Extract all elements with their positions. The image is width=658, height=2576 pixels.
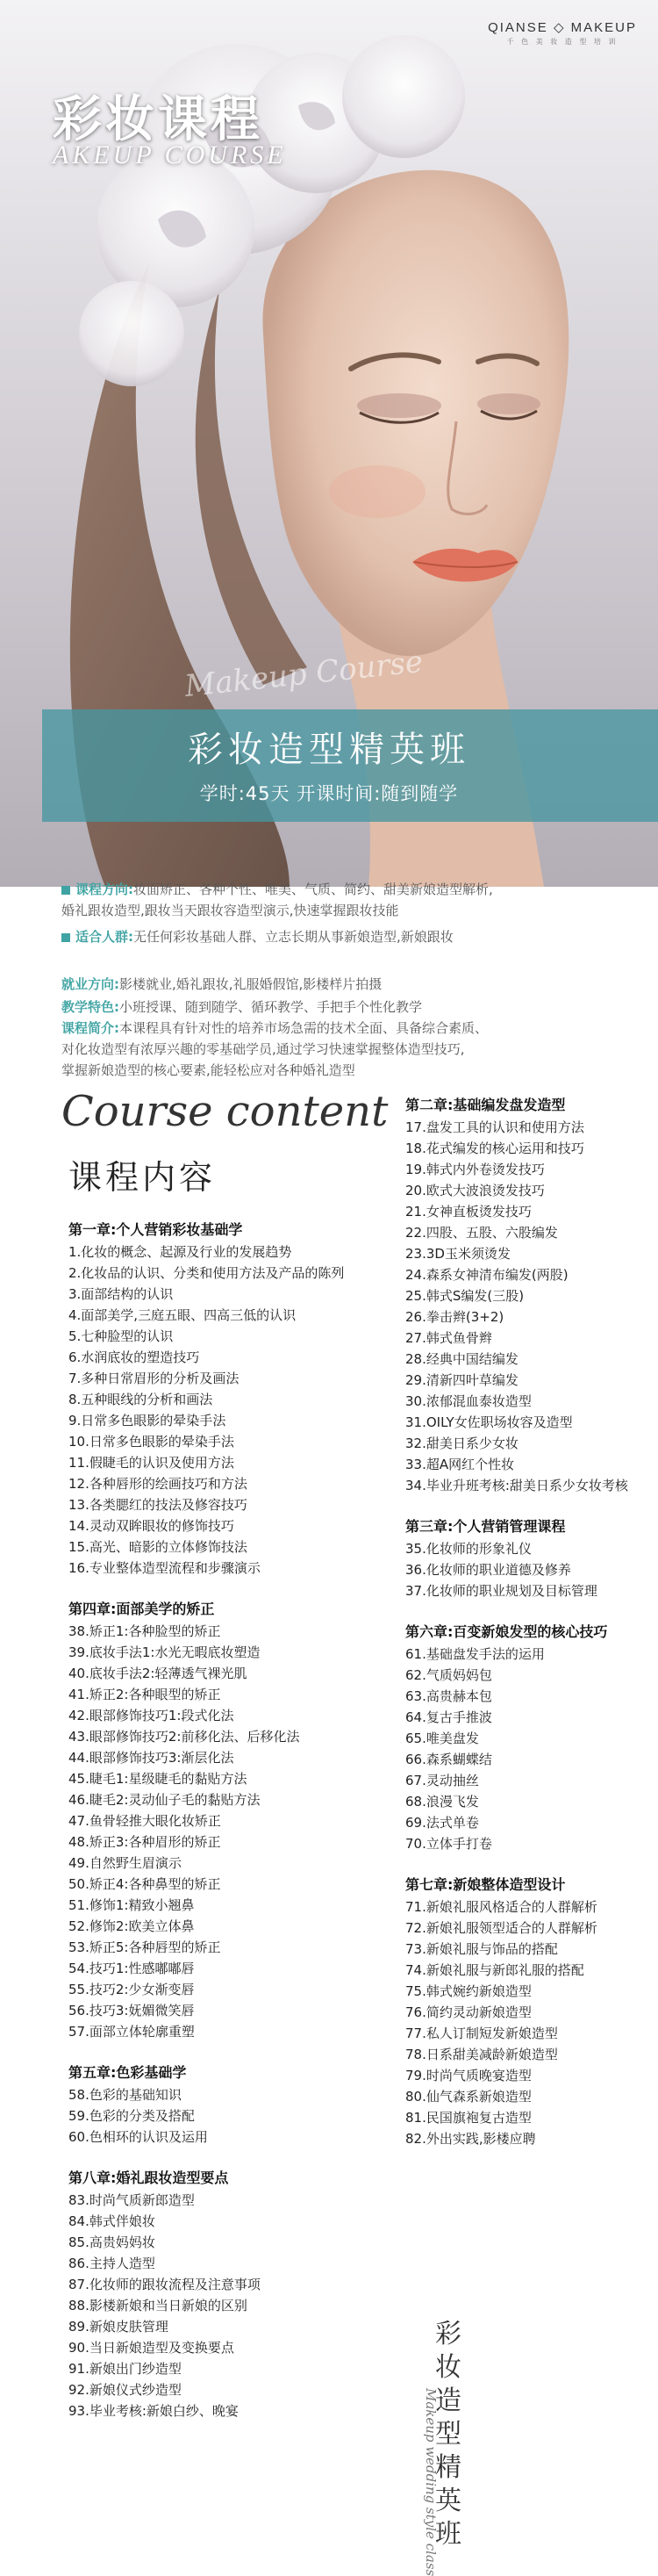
intro-text: 妆面矫正、各种个性、唯美、气质、简约、甜美新娘造型解析, [133, 881, 493, 897]
syllabus-item: 21.女神直板烫发技巧 [405, 1204, 532, 1220]
brand-logo [488, 19, 637, 47]
syllabus-item: 15.高光、暗影的立体修饰技法 [68, 1539, 247, 1555]
syllabus-item: 48.矫正3:各种眉形的矫正 [68, 1834, 221, 1850]
brand-subtitle: 千 色 美 妆 造 型 培 训 [506, 38, 619, 46]
hero-title: 彩妆课程 [53, 90, 263, 148]
intro-line [61, 901, 399, 920]
syllabus-item: 32.甜美日系少女妆 [405, 1436, 519, 1451]
syllabus-item: 46.睫毛2:灵动仙子毛的黏贴方法 [68, 1792, 261, 1808]
intro-text: 婚礼跟妆造型,跟妆当天跟妆容造型演示,快速掌握跟妆技能 [61, 903, 399, 918]
syllabus-item: 54.技巧1:性感嘟嘟唇 [68, 1961, 195, 1976]
chapter-gap [405, 1854, 642, 1874]
vertical-title-char: 造 [435, 2385, 461, 2416]
vertical-title-char: 妆 [435, 2352, 461, 2383]
left-column [68, 1219, 384, 2421]
syllabus-item: 30.浓郁混血泰妆造型 [405, 1393, 532, 1409]
syllabus-item: 39.底妆手法1:水光无暇底妆塑造 [68, 1644, 261, 1660]
syllabus-item: 75.韩式婉约新娘造型 [405, 1983, 532, 1999]
intro-label: 适合人群: [75, 929, 133, 945]
content-script-heading: Course content [61, 1087, 389, 1136]
syllabus-item: 65.唯美盘发 [405, 1731, 479, 1746]
syllabus-item: 62.气质妈妈包 [405, 1667, 492, 1683]
intro-text: 影楼就业,婚礼跟妆,礼服婚假馆,影楼样片拍摄 [119, 976, 383, 992]
banner-script-text: Makeup Course [182, 644, 425, 705]
syllabus-item: 33.超A网红个性妆 [405, 1457, 515, 1472]
syllabus-item: 16.专业整体造型流程和步骤演示 [68, 1560, 261, 1576]
intro-line [61, 1040, 465, 1059]
syllabus-item: 10.日常多色眼影的晕染手法 [68, 1434, 234, 1450]
syllabus-item: 56.技巧3:妩媚微笑唇 [68, 2003, 195, 2018]
syllabus-item: 5.七种脸型的认识 [68, 1328, 174, 1344]
chapter-heading: 第八章:婚礼跟妆造型要点 [68, 2169, 229, 2186]
vertical-title-char: 班 [435, 2519, 461, 2550]
syllabus-item: 34.毕业升班考核:甜美日系少女妆考核 [405, 1478, 628, 1493]
intro-line [61, 1061, 355, 1080]
vertical-title-char: 彩 [435, 2319, 461, 2349]
syllabus-item: 63.高贵赫本包 [405, 1688, 492, 1704]
syllabus-item: 45.睫毛1:星级睫毛的黏贴方法 [68, 1771, 247, 1787]
hero-subtitle: AKEUP COURSE [53, 140, 287, 169]
syllabus-item: 11.假睫毛的认识及使用方法 [68, 1455, 234, 1471]
chapter-heading: 第三章:个人营销管理课程 [405, 1518, 566, 1535]
intro-label: 课程简介: [61, 1020, 119, 1036]
bullet-square-icon [61, 886, 70, 895]
syllabus-item: 17.盘发工具的认识和使用方法 [405, 1119, 584, 1135]
syllabus-item: 24.森系女神清布编发(两股) [405, 1267, 569, 1283]
right-column [405, 1094, 642, 2149]
intro-label: 教学特色: [61, 999, 119, 1015]
syllabus-item: 61.基础盘发手法的运用 [405, 1646, 545, 1662]
chapter-heading: 第七章:新娘整体造型设计 [405, 1876, 566, 1893]
syllabus-item: 51.修饰1:精致小翘鼻 [68, 1897, 195, 1913]
syllabus-item: 36.化妆师的职业道德及修养 [405, 1562, 571, 1578]
syllabus-item: 13.各类腮红的技法及修容技巧 [68, 1497, 247, 1513]
syllabus-item: 3.面部结构的认识 [68, 1286, 174, 1302]
chapter-gap [405, 1496, 642, 1515]
syllabus-item: 44.眼部修饰技巧3:渐层化法 [68, 1750, 234, 1766]
hero-section [0, 0, 658, 887]
chapter-gap [68, 2042, 384, 2062]
chapter-heading: 第二章:基础编发盘发造型 [405, 1097, 566, 1113]
intro-line [61, 1018, 488, 1038]
syllabus-item: 29.清新四叶草编发 [405, 1372, 519, 1388]
intro-text: 掌握新娘造型的核心要素,能轻松应对各种婚礼造型 [61, 1062, 355, 1078]
syllabus-item: 53.矫正5:各种唇型的矫正 [68, 1939, 221, 1955]
chapter-heading: 第四章:面部美学的矫正 [68, 1601, 215, 1617]
vertical-title-char: 英 [435, 2486, 461, 2516]
syllabus-item: 28.经典中国结编发 [405, 1351, 519, 1367]
intro-text: 无任何彩妆基础人群、立志长期从事新娘造型,新娘跟妆 [133, 929, 454, 945]
intro-text: 本课程具有针对性的培养市场急需的技术全面、具备综合素质、 [119, 1020, 489, 1036]
syllabus-item: 70.立体手打卷 [405, 1836, 492, 1852]
syllabus-item: 42.眼部修饰技巧1:段式化法 [68, 1708, 234, 1723]
syllabus-item: 41.矫正2:各种眼型的矫正 [68, 1687, 221, 1702]
chapter-heading: 第五章:色彩基础学 [68, 2064, 187, 2081]
vertical-title-char: 型 [435, 2419, 461, 2450]
vertical-script: Makeup wedding style class [423, 2388, 439, 2576]
syllabus-item: 74.新娘礼服与新郎礼服的搭配 [405, 1962, 584, 1978]
syllabus-item: 57.面部立体轮廓重塑 [68, 2024, 195, 2040]
syllabus-item: 87.化妆师的跟妆流程及注意事项 [68, 2277, 261, 2292]
syllabus-item: 6.水润底妆的塑造技巧 [68, 1349, 200, 1365]
chapter-gap [68, 1579, 384, 1598]
syllabus-item: 86.主持人造型 [68, 2256, 155, 2271]
syllabus-item: 55.技巧2:少女渐变唇 [68, 1982, 195, 1997]
syllabus-item: 35.化妆师的形象礼仪 [405, 1541, 532, 1557]
syllabus-item: 22.四股、五股、六股编发 [405, 1225, 558, 1241]
syllabus-item: 82.外出实践,影楼应聘 [405, 2131, 536, 2147]
syllabus-item: 20.欧式大波浪烫发技巧 [405, 1183, 545, 1198]
syllabus-item: 67.灵动抽丝 [405, 1773, 479, 1788]
syllabus-item: 93.毕业考核:新娘白纱、晚宴 [68, 2403, 239, 2419]
intro-line [61, 880, 493, 899]
syllabus-item: 89.新娘皮肤管理 [68, 2319, 168, 2335]
syllabus-item: 59.色彩的分类及搭配 [68, 2108, 195, 2124]
syllabus-item: 9.日常多色眼影的晕染手法 [68, 1413, 226, 1428]
banner-info: 学时:45天 开课时间:随到随学 [199, 783, 459, 804]
syllabus-item: 50.矫正4:各种鼻型的矫正 [68, 1876, 221, 1892]
intro-text: 对化妆造型有浓厚兴趣的零基础学员,通过学习快速掌握整体造型技巧, [61, 1041, 465, 1057]
syllabus-item: 84.韩式伴娘妆 [68, 2213, 155, 2229]
intro-label: 课程方向: [75, 881, 133, 897]
syllabus-item: 52.修饰2:欧美立体鼻 [68, 1918, 195, 1934]
syllabus-item: 80.仙气森系新娘造型 [405, 2089, 532, 2105]
vertical-title-char: 精 [435, 2452, 461, 2483]
intro-line [61, 997, 422, 1017]
syllabus-item: 71.新娘礼服风格适合的人群解析 [405, 1899, 597, 1915]
syllabus-item: 2.化妆品的认识、分类和使用方法及产品的陈列 [68, 1265, 345, 1281]
brand-name: QIANSE ◇ MAKEUP [488, 20, 637, 35]
syllabus-item: 83.时尚气质新郎造型 [68, 2192, 195, 2208]
syllabus-item: 60.色相环的认识及运用 [68, 2129, 208, 2145]
syllabus-item: 25.韩式S编发(三股) [405, 1288, 525, 1304]
syllabus-item: 26.拳击辫(3+2) [405, 1309, 504, 1325]
syllabus-item: 38.矫正1:各种脸型的矫正 [68, 1623, 221, 1639]
chapter-gap [68, 2148, 384, 2167]
syllabus-item: 81.民国旗袍复古造型 [405, 2110, 532, 2126]
syllabus-item: 19.韩式内外卷烫发技巧 [405, 1162, 545, 1177]
syllabus-item: 85.高贵妈妈妆 [68, 2234, 155, 2250]
syllabus-item: 49.自然野生眉演示 [68, 1855, 182, 1871]
syllabus-item: 14.灵动双眸眼妆的修饰技巧 [68, 1518, 234, 1534]
syllabus-item: 7.多种日常眉形的分析及画法 [68, 1371, 240, 1386]
syllabus-item: 73.新娘礼服与饰品的搭配 [405, 1941, 558, 1957]
syllabus-item: 37.化妆师的职业规划及目标管理 [405, 1583, 597, 1599]
syllabus-item: 23.3D玉米须烫发 [405, 1246, 511, 1262]
chapter-heading: 第一章:个人营销彩妆基础学 [68, 1221, 243, 1238]
intro-line [61, 927, 454, 946]
syllabus-item: 58.色彩的基础知识 [68, 2087, 182, 2103]
syllabus-item: 18.花式编发的核心运用和技巧 [405, 1140, 584, 1156]
syllabus-item: 92.新娘仪式纱造型 [68, 2382, 182, 2398]
syllabus-item: 88.影楼新娘和当日新娘的区别 [68, 2298, 247, 2313]
syllabus-item: 91.新娘出门纱造型 [68, 2361, 182, 2377]
syllabus-item: 31.OILY女佐职场妆容及造型 [405, 1414, 573, 1430]
syllabus-item: 77.私人订制短发新娘造型 [405, 2026, 558, 2041]
chapter-gap [405, 1601, 642, 1621]
syllabus-item: 76.简约灵动新娘造型 [405, 2004, 532, 2020]
syllabus-item: 27.韩式鱼骨辫 [405, 1330, 492, 1346]
syllabus-item: 90.当日新娘造型及变换要点 [68, 2340, 234, 2356]
syllabus-item: 66.森系蝴蝶结 [405, 1752, 492, 1767]
syllabus-item: 47.鱼骨轻推大眼化妆矫正 [68, 1813, 221, 1829]
syllabus-item: 68.浪漫飞发 [405, 1794, 479, 1810]
syllabus-item: 78.日系甜美减龄新娘造型 [405, 2047, 558, 2062]
intro-text: 小班授课、随到随学、循环教学、手把手个性化教学 [119, 999, 423, 1015]
syllabus-item: 79.时尚气质晚宴造型 [405, 2068, 532, 2083]
intro-label: 就业方向: [61, 976, 119, 992]
content-heading: 课程内容 [68, 1158, 217, 1197]
syllabus-item: 64.复古手推波 [405, 1709, 492, 1725]
chapter-heading: 第六章:百变新娘发型的核心技巧 [405, 1623, 608, 1640]
syllabus-item: 72.新娘礼服领型适合的人群解析 [405, 1920, 597, 1936]
intro-line [61, 975, 382, 994]
syllabus-item: 69.法式单卷 [405, 1815, 479, 1831]
syllabus-item: 43.眼部修饰技巧2:前移化法、后移化法 [68, 1729, 300, 1745]
syllabus-item: 8.五种眼线的分析和画法 [68, 1392, 213, 1407]
syllabus-item: 1.化妆的概念、起源及行业的发展趋势 [68, 1244, 292, 1260]
bullet-square-icon [61, 933, 70, 942]
syllabus-item: 40.底妆手法2:轻薄透气裸光肌 [68, 1666, 247, 1681]
syllabus-item: 4.面部美学,三庭五眼、四高三低的认识 [68, 1307, 297, 1323]
syllabus-item: 12.各种唇形的绘画技巧和方法 [68, 1476, 247, 1492]
banner-title: 彩妆造型精英班 [188, 730, 470, 770]
